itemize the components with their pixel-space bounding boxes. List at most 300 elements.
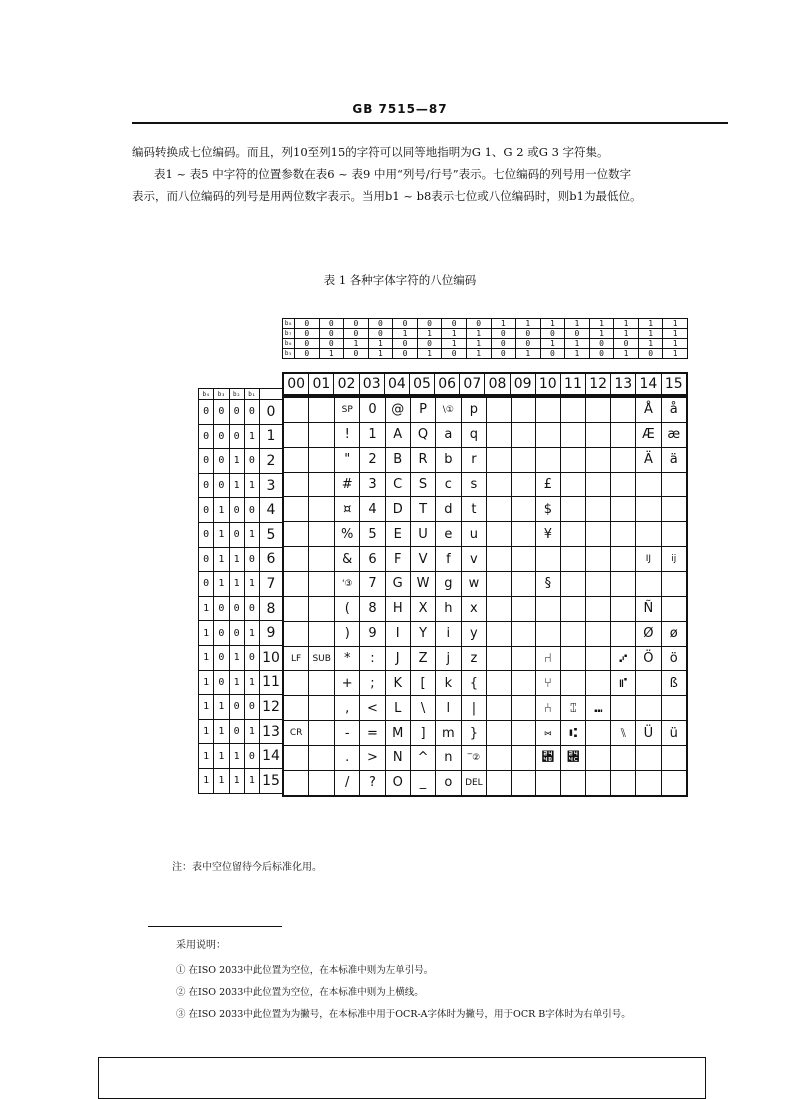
code-cell <box>586 472 611 497</box>
code-cell: s <box>461 472 487 497</box>
code-cell: Z <box>410 646 435 671</box>
bit-cell: 1 <box>638 329 663 339</box>
code-cell <box>586 646 611 671</box>
bit-label-top: b₅ <box>283 349 295 359</box>
code-cell: x <box>461 596 487 621</box>
code-cell <box>309 522 335 547</box>
code-cell <box>586 422 611 447</box>
row-number: 6 <box>260 547 283 572</box>
code-cell: SUB <box>309 646 335 671</box>
code-cell: / <box>335 770 360 796</box>
code-cell <box>511 770 535 796</box>
bit-cell: 1 <box>466 339 491 349</box>
bit-cell: 0 <box>295 319 320 329</box>
code-cell <box>309 422 335 447</box>
bit-cell: 0 <box>614 339 639 349</box>
code-cell <box>586 621 611 646</box>
code-cell: Ä <box>636 447 661 472</box>
code-cell: 7 <box>360 572 385 597</box>
code-cell <box>487 671 511 696</box>
code-cell: c <box>436 472 461 497</box>
code-cell: _ <box>410 770 435 796</box>
code-cell <box>309 671 335 696</box>
code-cell: 9 <box>360 621 385 646</box>
code-cell <box>611 547 636 572</box>
bit-cell: 0 <box>214 400 229 425</box>
bit-cell: 0 <box>368 329 393 339</box>
bit-cell: 0 <box>199 473 214 498</box>
code-cell <box>611 770 636 796</box>
bit-cell: 0 <box>214 645 229 670</box>
column-number: 09 <box>510 373 535 395</box>
code-cell: A <box>385 422 410 447</box>
code-cell: l <box>436 696 461 721</box>
code-cell: å <box>661 397 687 422</box>
code-cell <box>586 746 611 771</box>
code-cell: ⑋ <box>535 746 560 771</box>
bit-cell: 0 <box>214 424 229 449</box>
footnote-rule <box>148 926 282 927</box>
bit-cell: 0 <box>319 339 344 349</box>
bit-cell: 0 <box>638 349 663 359</box>
column-header <box>282 372 688 396</box>
code-cell: a <box>436 422 461 447</box>
code-cell <box>561 472 586 497</box>
code-cell: q <box>461 422 487 447</box>
code-cell: J <box>385 646 410 671</box>
code-cell <box>661 497 687 522</box>
bit-cell: 1 <box>663 329 688 339</box>
code-cell: T <box>410 497 435 522</box>
bit-cell: 1 <box>244 424 259 449</box>
code-cell <box>309 696 335 721</box>
bit-cell: 1 <box>565 319 590 329</box>
bit-cell: 0 <box>466 319 491 329</box>
code-cell: v <box>461 547 487 572</box>
row-number: 2 <box>260 449 283 474</box>
code-cell <box>283 621 309 646</box>
code-cell <box>586 572 611 597</box>
bit-cell: 0 <box>199 400 214 425</box>
bit-cell: 0 <box>199 498 214 523</box>
code-cell <box>283 422 309 447</box>
code-cell <box>636 472 661 497</box>
code-cell: 8 <box>360 596 385 621</box>
bit-cell: 0 <box>319 329 344 339</box>
code-cell <box>611 746 636 771</box>
code-cell: 4 <box>360 497 385 522</box>
code-cell: H <box>385 596 410 621</box>
code-cell: K <box>385 671 410 696</box>
code-cell <box>611 572 636 597</box>
bit-cell: 0 <box>244 695 259 720</box>
code-cell: SP <box>335 397 360 422</box>
bit-cell: 1 <box>214 744 229 769</box>
code-cell: h <box>436 596 461 621</box>
bit-cell: 1 <box>442 329 467 339</box>
code-cell <box>487 721 511 746</box>
bit-cell: 0 <box>199 449 214 474</box>
code-cell <box>586 770 611 796</box>
code-cell: IJ <box>636 547 661 572</box>
table-row <box>283 746 687 771</box>
code-cell <box>661 696 687 721</box>
code-cell: ! <box>335 422 360 447</box>
footnote-2: ② 在ISO 2033中此位置为空位，在本标准中则为上横线。 <box>176 987 424 998</box>
code-cell: . <box>335 746 360 771</box>
bit-cell: 0 <box>244 645 259 670</box>
code-cell <box>561 547 586 572</box>
bit-cell: 1 <box>244 572 259 597</box>
code-cell: b <box>436 447 461 472</box>
code-cell <box>309 746 335 771</box>
bit-cell: 0 <box>214 473 229 498</box>
table-row <box>283 696 687 721</box>
bit-cell: 1 <box>516 349 541 359</box>
code-cell <box>309 721 335 746</box>
code-cell <box>661 746 687 771</box>
code-cell <box>511 497 535 522</box>
code-cell: 0 <box>360 397 385 422</box>
bit-cell: 0 <box>229 424 244 449</box>
code-cell: " <box>335 447 360 472</box>
table-row <box>283 621 687 646</box>
code-cell: S <box>410 472 435 497</box>
code-cell: + <box>335 671 360 696</box>
code-cell <box>611 596 636 621</box>
code-cell: t <box>461 497 487 522</box>
column-number: 01 <box>309 373 334 395</box>
bit-cell: 1 <box>229 572 244 597</box>
code-cell <box>487 422 511 447</box>
bit-cell: 0 <box>244 547 259 572</box>
code-cell: ¥ <box>535 522 560 547</box>
footnote-title: 采用说明： <box>176 940 226 951</box>
bit-header-left <box>198 388 283 794</box>
code-cell: i <box>436 621 461 646</box>
bit-cell: 1 <box>229 547 244 572</box>
code-cell <box>636 497 661 522</box>
code-cell: U <box>410 522 435 547</box>
bit-cell: 1 <box>638 339 663 349</box>
bit-label-top: b₇ <box>283 329 295 339</box>
bit-cell: 0 <box>229 695 244 720</box>
code-cell: '③ <box>335 572 360 597</box>
bit-cell: 1 <box>417 329 442 339</box>
code-cell: P <box>410 397 435 422</box>
code-cell: - <box>335 721 360 746</box>
code-cell: 5 <box>360 522 385 547</box>
bit-cell: 0 <box>589 349 614 359</box>
code-cell <box>611 422 636 447</box>
code-cell: æ <box>661 422 687 447</box>
code-cell <box>561 770 586 796</box>
code-cell <box>283 472 309 497</box>
bit-header-top <box>282 318 688 359</box>
bit-cell: 1 <box>244 621 259 646</box>
code-cell <box>511 522 535 547</box>
bit-cell: 0 <box>229 498 244 523</box>
code-cell <box>661 472 687 497</box>
code-cell: Ø <box>636 621 661 646</box>
table-row <box>283 497 687 522</box>
bit-cell: 0 <box>199 572 214 597</box>
code-cell <box>283 770 309 796</box>
code-cell: G <box>385 572 410 597</box>
code-cell <box>283 547 309 572</box>
code-cell: m <box>436 721 461 746</box>
code-cell: ⑃ <box>535 696 560 721</box>
bit-cell: 1 <box>368 339 393 349</box>
code-cell: 2 <box>360 447 385 472</box>
code-cell <box>283 447 309 472</box>
bit-cell: 1 <box>589 319 614 329</box>
code-cell: y <box>461 621 487 646</box>
bit-cell: 0 <box>565 329 590 339</box>
table-row <box>283 721 687 746</box>
bit-cell: 0 <box>319 319 344 329</box>
bit-cell: 1 <box>466 349 491 359</box>
code-cell: & <box>335 547 360 572</box>
code-cell <box>309 547 335 572</box>
row-number: 8 <box>260 596 283 621</box>
bit-cell: 0 <box>229 522 244 547</box>
code-cell <box>487 472 511 497</box>
code-cell: N <box>385 746 410 771</box>
bit-cell: 0 <box>540 329 565 339</box>
code-cell <box>561 621 586 646</box>
bit-cell: 0 <box>199 522 214 547</box>
code-cell: z <box>461 646 487 671</box>
bit-cell: 0 <box>295 349 320 359</box>
code-cell <box>511 422 535 447</box>
bit-cell: 1 <box>565 349 590 359</box>
table-row <box>283 522 687 547</box>
code-cell <box>511 547 535 572</box>
code-cell <box>535 422 560 447</box>
code-cell: ⑂ <box>535 671 560 696</box>
code-cell: ø <box>661 621 687 646</box>
code-cell <box>283 572 309 597</box>
row-number: 15 <box>260 768 283 793</box>
code-cell <box>283 671 309 696</box>
bit-cell: 1 <box>589 329 614 339</box>
code-cell <box>511 646 535 671</box>
code-cell <box>535 621 560 646</box>
code-cell <box>283 497 309 522</box>
code-cell <box>661 572 687 597</box>
bit-cell: 1 <box>214 498 229 523</box>
code-cell <box>611 397 636 422</box>
bit-cell: 0 <box>229 621 244 646</box>
bit-label-spacer <box>260 389 283 400</box>
bit-cell: 0 <box>244 449 259 474</box>
code-cell: ( <box>335 596 360 621</box>
code-cell <box>511 671 535 696</box>
code-cell <box>511 696 535 721</box>
code-cell: Ö <box>636 646 661 671</box>
bit-cell: 1 <box>663 339 688 349</box>
bit-cell: 1 <box>442 339 467 349</box>
bit-label-left: b₂ <box>229 389 244 400</box>
code-cell: # <box>335 472 360 497</box>
paragraph-3: 表示，而八位编码的列号是用两位数字表示。当用b1 ~ b8表示七位或八位编码时，则b1为最低位。 <box>132 189 642 203</box>
code-cell <box>661 522 687 547</box>
code-cell <box>309 447 335 472</box>
code-cell: Æ <box>636 422 661 447</box>
code-cell <box>283 746 309 771</box>
code-cell: § <box>535 572 560 597</box>
bit-label-left: b₃ <box>214 389 229 400</box>
bit-cell: 1 <box>565 339 590 349</box>
code-cell: u <box>461 522 487 547</box>
code-cell <box>487 547 511 572</box>
bit-cell: 1 <box>214 547 229 572</box>
code-cell <box>561 522 586 547</box>
bit-cell: 1 <box>516 319 541 329</box>
code-cell <box>561 572 586 597</box>
code-cell: ; <box>360 671 385 696</box>
bit-cell: 0 <box>491 349 516 359</box>
bit-cell: 0 <box>393 339 418 349</box>
code-cell: ⑊ <box>611 721 636 746</box>
page-header: GB 7515—87 <box>352 102 448 116</box>
bit-cell: 0 <box>442 349 467 359</box>
table-row <box>283 596 687 621</box>
code-cell <box>611 696 636 721</box>
bit-cell: 0 <box>442 319 467 329</box>
code-cell <box>283 397 309 422</box>
column-number: 08 <box>485 373 510 395</box>
code-cell: = <box>360 721 385 746</box>
code-cell <box>611 447 636 472</box>
bit-cell: 0 <box>417 339 442 349</box>
code-cell <box>586 547 611 572</box>
code-cell: LF <box>283 646 309 671</box>
bit-cell: 0 <box>516 329 541 339</box>
code-cell: C <box>385 472 410 497</box>
footnote-3: ③ 在ISO 2033中此位置为为撇号，在本标准中用于OCR-A字体时为撇号，用于OCR B字体时为右单引号。 <box>176 1009 631 1020</box>
code-cell: D <box>385 497 410 522</box>
bit-cell: 0 <box>393 319 418 329</box>
bit-cell: 1 <box>491 319 516 329</box>
bit-cell: 1 <box>199 670 214 695</box>
row-number: 10 <box>260 645 283 670</box>
bit-cell: 1 <box>229 645 244 670</box>
code-cell <box>561 422 586 447</box>
bit-cell: 1 <box>614 329 639 339</box>
code-cell: I <box>385 621 410 646</box>
code-cell <box>309 572 335 597</box>
code-cell: Ñ <box>636 596 661 621</box>
bit-cell: 0 <box>491 339 516 349</box>
code-cell <box>487 596 511 621</box>
code-cell: : <box>360 646 385 671</box>
code-cell <box>511 721 535 746</box>
code-cell <box>661 770 687 796</box>
bit-cell: 0 <box>244 596 259 621</box>
code-cell: w <box>461 572 487 597</box>
bit-cell: 1 <box>229 449 244 474</box>
bit-label-top: b₈ <box>283 319 295 329</box>
column-number: 14 <box>636 373 661 395</box>
code-cell <box>611 472 636 497</box>
bit-cell: 1 <box>417 349 442 359</box>
code-cell: { <box>461 671 487 696</box>
bit-cell: 0 <box>244 744 259 769</box>
code-cell <box>511 472 535 497</box>
code-cell <box>535 770 560 796</box>
bit-cell: 0 <box>417 319 442 329</box>
column-number: 15 <box>661 373 687 395</box>
code-cell <box>636 671 661 696</box>
bit-cell: 1 <box>663 319 688 329</box>
header-rule <box>132 122 728 124</box>
table-row <box>283 447 687 472</box>
code-cell: $ <box>535 497 560 522</box>
code-cell <box>309 397 335 422</box>
row-number: 9 <box>260 621 283 646</box>
bit-cell: 1 <box>199 768 214 793</box>
code-cell <box>283 696 309 721</box>
code-cell <box>535 596 560 621</box>
code-cell: Ü <box>636 721 661 746</box>
code-cell <box>561 447 586 472</box>
bit-cell: 1 <box>244 473 259 498</box>
column-number: 05 <box>409 373 434 395</box>
bit-cell: 1 <box>229 670 244 695</box>
bit-cell: 1 <box>344 339 369 349</box>
code-cell: ‾② <box>461 746 487 771</box>
code-cell <box>487 770 511 796</box>
code-cell: ö <box>661 646 687 671</box>
bit-cell: 1 <box>199 695 214 720</box>
code-cell <box>586 397 611 422</box>
code-cell: , <box>335 696 360 721</box>
code-cell <box>561 397 586 422</box>
code-cell <box>561 671 586 696</box>
code-cell <box>636 770 661 796</box>
bit-cell: 0 <box>491 329 516 339</box>
code-cell: R <box>410 447 435 472</box>
row-number: 12 <box>260 695 283 720</box>
column-number: 02 <box>334 373 359 395</box>
code-cell: B <box>385 447 410 472</box>
code-cell: Å <box>636 397 661 422</box>
bit-cell: 0 <box>214 449 229 474</box>
code-cell <box>586 671 611 696</box>
code-cell: g <box>436 572 461 597</box>
table-row <box>283 646 687 671</box>
code-cell: \ <box>410 696 435 721</box>
code-cell: ß <box>661 671 687 696</box>
bit-cell: 1 <box>244 768 259 793</box>
code-cell <box>309 596 335 621</box>
code-cell: V <box>410 547 435 572</box>
bit-cell: 0 <box>244 498 259 523</box>
code-cell <box>487 397 511 422</box>
code-cell: Q <box>410 422 435 447</box>
code-cell: £ <box>535 472 560 497</box>
code-cell: ) <box>335 621 360 646</box>
column-number: 06 <box>435 373 460 395</box>
code-cell <box>561 646 586 671</box>
code-cell: ⑄ <box>561 696 586 721</box>
bit-label-left: b₄ <box>199 389 214 400</box>
row-number: 1 <box>260 424 283 449</box>
code-cell: ] <box>410 721 435 746</box>
code-cell: 6 <box>360 547 385 572</box>
